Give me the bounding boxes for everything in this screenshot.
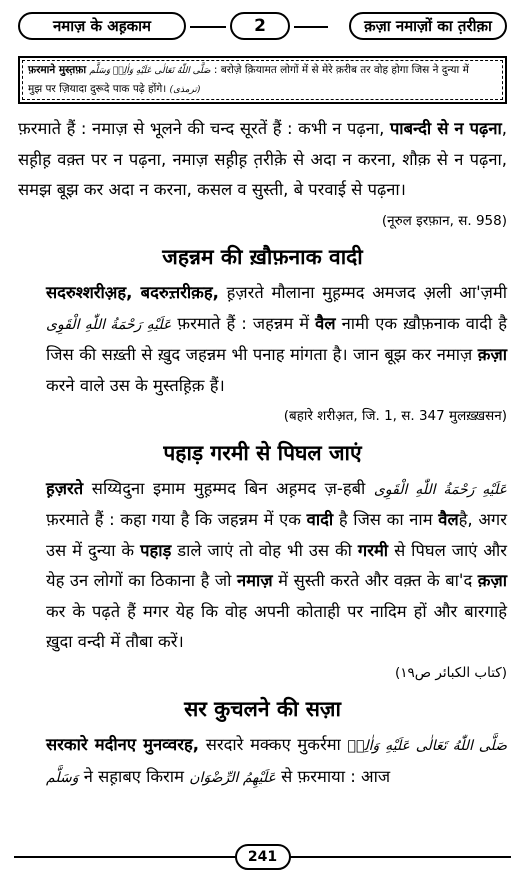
- section-heading-2: पहाड़ गरमी से पिघल जाएं: [163, 440, 362, 465]
- page-footer: [0, 842, 525, 872]
- header-rule: [294, 26, 328, 28]
- chapter-title: क़ज़ा नमाज़ों का त़रीक़ा: [349, 12, 507, 40]
- page-header: [14, 8, 511, 44]
- para2-t2: फ़रमाते हैं : जहन्नम में: [177, 313, 310, 333]
- page-body: [18, 114, 507, 793]
- quote-text-1: : बरोज़े क़ियामत लोगों में से मेरे क़रीब तर वोह होगा जिस ने दुन्या में: [213, 64, 469, 76]
- para4-bold: सरकारे मदीनए मुनव्वरह,: [46, 735, 200, 754]
- salutation-arabic: صَلَّى اللّٰهُ تَعَالٰى عَلَيْهِ وَاٰلِهٖ وَسَلَّم: [89, 66, 211, 76]
- para3-t3: है जिस का नाम: [338, 510, 433, 529]
- para3-t8: कर के पढ़ते हैं मगर येह कि वोह अपनी कोताही पर नादिम हों और बारगाहे ख़ुदा वन्दी में तौबा करें।: [46, 601, 507, 651]
- para3-bold-pahad: पहाड़: [140, 540, 172, 560]
- section-heading-1: जहन्नम की ख़ौफ़नाक वादी: [162, 245, 363, 269]
- para2-source: (बहारे शरीअ़त, जि. 1, स. 347 मुलख़्ख़सन): [283, 408, 507, 424]
- paragraph-2: [18, 278, 507, 432]
- para4-t2: ने सह़ाबए किराम: [83, 766, 184, 786]
- para4-t1: सरदारे मक्कए मुकर्रमा: [205, 735, 341, 754]
- section-heading-3: सर कुचलने की सज़ा: [184, 697, 341, 721]
- para3-t7: में सुस्ती करते और वक़्त के बा'द: [278, 571, 473, 590]
- quote-label: फ़रमाने मुस्त़फ़ा: [28, 64, 87, 76]
- para4-arabic1: صَلَّى اللّٰهُ تَعَالٰى عَلَيْهِ وَاٰلِهٖ وَسَلَّم: [46, 738, 508, 786]
- para2-bold-qaza: क़ज़ा: [477, 345, 507, 364]
- header-page-number: 2: [230, 12, 290, 40]
- para3-arabic: عَلَيْهِ رَحْمَةُ اللّٰهِ الْقَوِى: [373, 481, 507, 498]
- quote-line-1: [28, 61, 497, 80]
- para3-bold-hazrate: ह़ज़रते: [46, 478, 84, 498]
- paragraph-4: [18, 730, 507, 793]
- para3-t5: डाले जाएं तो वोह भी उस की: [177, 540, 352, 560]
- para2-arabic: عَلَيْهِ رَحْمَةُ اللّٰهِ الْقَوِى: [46, 316, 172, 333]
- footer-page-number: 241: [235, 844, 291, 870]
- paragraph-3: [18, 474, 507, 689]
- para2-bold-names: सदरुश्शरीअ़ह, बदरुत्त़रीक़ह,: [46, 283, 219, 302]
- para2-bold-vail: वैल: [315, 313, 336, 333]
- para3-t6: से पिघल जाएं और येह उन लोगों का ठिकाना है जो: [46, 540, 507, 590]
- para3-t4: है, अगर उस में दुन्या के: [46, 510, 507, 560]
- para1-bold: पाबन्दी से न पढ़ना: [389, 119, 502, 138]
- quote-text-2: मुझ पर ज़ियादा दुरूदे पाक पढ़े होंगे।: [28, 83, 167, 95]
- quote-line-2: [28, 80, 497, 99]
- para3-bold-vail: वैल: [438, 510, 459, 529]
- para3-bold-qaza: क़ज़ा: [477, 571, 507, 590]
- para3-t1: सय्यिदुना इमाम मुह़म्मद बिन अह़मद ज़-हबी: [91, 478, 366, 498]
- paragraph-1: [18, 114, 507, 236]
- para4-arabic2: عَلَيْهِمُ الرِّضْوَان: [189, 769, 276, 786]
- book-title: नमाज़ के अह़काम: [18, 12, 186, 40]
- para1-source: (नूरुल इरफ़ान, स. 958): [381, 212, 507, 229]
- para2-t3: नामी एक ख़ौफ़नाक वादी है जिस की सख़्ती से ख़ुद जहन्नम भी पनाह मांगता है। जान बूझ कर नमाज़: [46, 313, 508, 364]
- para1-lead: फ़रमाते हैं : नमाज़ से भूलने की चन्द सूरतें हैं : कभी न पढ़ना,: [18, 119, 385, 138]
- hadith-quote-box: [18, 56, 507, 104]
- para3-bold-wadi: वादी: [306, 510, 334, 529]
- quote-ref: (ترمذی): [169, 85, 201, 95]
- header-rule: [190, 26, 226, 28]
- para2-t1: ह़ज़रते मौलाना मुह़म्मद अमजद अ़ली आ'ज़मी: [226, 283, 507, 302]
- para4-t3: से फ़रमाया : आज: [281, 766, 391, 786]
- para3-bold-namaz: नमाज़: [237, 571, 273, 590]
- para1-rest: , सह़ीह़ वक़्त पर न पढ़ना, नमाज़ सह़ीह़ त़रीक़े से अदा न करना, शौक़ से न पढ़ना, समझ बूझ कर अदा न करना, कसल व सुस्ती, बे परवाई से पढ़ना।: [18, 119, 508, 199]
- para3-bold-garmi: गरमी: [357, 540, 389, 560]
- para2-t4: करने वाले उस के मुस्तह़िक़ हैं।: [46, 375, 225, 395]
- para3-source: (کتاب الکبائر ص۱۹): [394, 664, 507, 681]
- para3-t2: फ़रमाते हैं : कहा गया है कि जहन्नम में एक: [46, 510, 301, 529]
